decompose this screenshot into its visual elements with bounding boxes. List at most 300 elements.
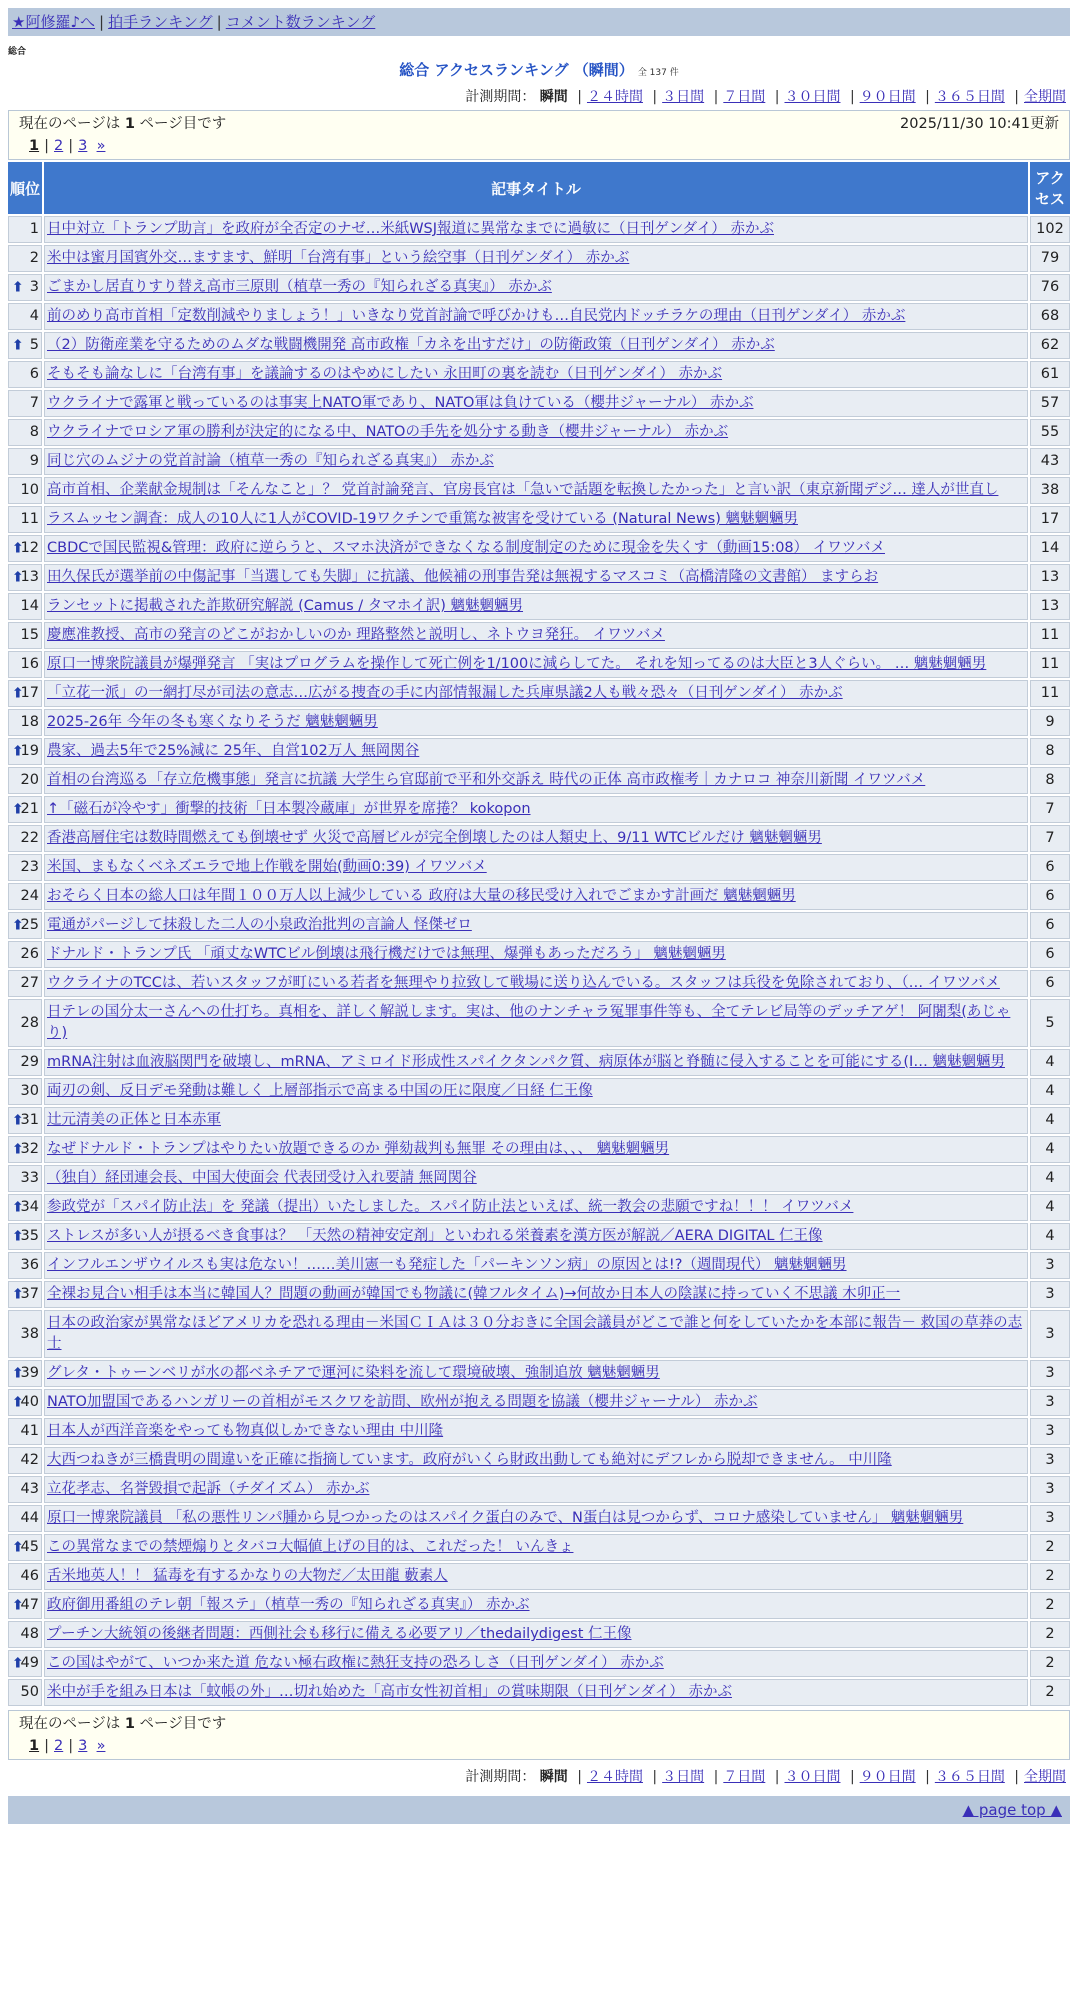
rank-cell — [8, 535, 42, 562]
rank-number: 41 — [20, 1423, 39, 1439]
rank-cell — [8, 1360, 42, 1387]
rank-number: 47 — [20, 1597, 39, 1613]
rank-cell — [8, 506, 42, 533]
period-7d-link[interactable]: ７日間 — [723, 89, 766, 105]
rank-cell — [8, 1165, 42, 1192]
footer-bar — [8, 1796, 1070, 1824]
period-30d-link[interactable]: ３０日間 — [784, 1769, 841, 1785]
access-count: 6 — [1030, 912, 1070, 939]
title-cell — [44, 506, 1028, 533]
table-row — [8, 1476, 1070, 1503]
access-count: 9 — [1030, 709, 1070, 736]
rank-number: 30 — [20, 1083, 39, 1099]
title-cell — [44, 1165, 1028, 1192]
access-count: 3 — [1030, 1447, 1070, 1474]
access-count: 5 — [1030, 999, 1070, 1047]
pagination: 1 | 2 | 3 » — [29, 138, 106, 154]
rank-number: 12 — [20, 540, 39, 556]
access-count: 14 — [1030, 535, 1070, 562]
rank-number: 22 — [20, 830, 39, 846]
rank-cell — [8, 448, 42, 475]
period-all-link[interactable]: 全期間 — [1024, 1769, 1066, 1785]
next-page-link[interactable]: » — [96, 1738, 106, 1754]
page-info-top — [8, 110, 1070, 160]
rank-cell — [8, 854, 42, 881]
up-arrow-icon: ⬆ — [12, 1365, 24, 1381]
article-title-link[interactable]: 前のめり高市首相「定数削減やりましょう！」いきなり党首討論で呼びかけも…自民党内ドッチラケの理由（日刊ゲンダイ） 赤かぶ — [47, 308, 906, 324]
article-title-link[interactable]: 日本の政治家が異常なほどアメリカを恐れる理由－米国ＣＩＡは３０分おきに全国会議員がどこで誰と何をしていたかを本部に報告－ 救国の草莽の志士 — [47, 1315, 1023, 1352]
up-arrow-icon: ⬆ — [12, 540, 24, 556]
rank-number: 6 — [29, 366, 39, 382]
article-title-link[interactable]: NATO加盟国であるハンガリーの首相がモスクワを訪問、欧州が抱える問題を協議（櫻井ジャーナル） 赤かぶ — [47, 1394, 758, 1410]
table-row — [8, 1447, 1070, 1474]
access-count: 3 — [1030, 1476, 1070, 1503]
access-count: 17 — [1030, 506, 1070, 533]
rank-number: 35 — [20, 1228, 39, 1244]
title-cell — [44, 796, 1028, 823]
rank-number: 14 — [20, 598, 39, 614]
period-current: 瞬間 — [539, 1769, 568, 1785]
table-row — [8, 361, 1070, 388]
table-row — [8, 1107, 1070, 1134]
table-row — [8, 1078, 1070, 1105]
access-count: 3 — [1030, 1252, 1070, 1279]
table-row — [8, 1389, 1070, 1416]
access-count: 3 — [1030, 1310, 1070, 1358]
period-90d-link[interactable]: ９０日間 — [859, 1769, 916, 1785]
title-cell — [44, 1505, 1028, 1532]
rank-cell — [8, 303, 42, 330]
article-title-link[interactable]: 原口一博衆院議員 「私の悪性リンパ腫から見つかったのはスパイク蛋白のみで、N蛋白は見つからず、コロナ感染していません」 魑魅魍魎男 — [47, 1510, 964, 1526]
article-title-link[interactable]: この国はやがて、いつか来た道 危ない極右政権に熱狂支持の恐ろしさ（日刊ゲンダイ） 赤かぶ — [47, 1655, 664, 1671]
rank-cell — [8, 1679, 42, 1706]
rank-header: 順位 — [8, 162, 42, 214]
table-row — [8, 651, 1070, 678]
title-cell — [44, 1223, 1028, 1250]
article-title-link[interactable]: ごまかし居直りすり替え高市三原則（植草一秀の『知られざる真実』） 赤かぶ — [47, 279, 552, 295]
rank-cell — [8, 1592, 42, 1619]
rank-number: 10 — [20, 482, 39, 498]
title-cell — [44, 912, 1028, 939]
rank-cell — [8, 622, 42, 649]
table-row — [8, 390, 1070, 417]
article-title-link[interactable]: この異常なまでの禁煙煽りとタバコ大幅値上げの目的は、これだった！ いんきょ — [47, 1539, 574, 1555]
access-count: 3 — [1030, 1281, 1070, 1308]
rank-cell — [8, 274, 42, 301]
table-row — [8, 448, 1070, 475]
rank-number: 32 — [20, 1141, 39, 1157]
period-365d-link[interactable]: ３６５日間 — [934, 89, 1005, 105]
updated-timestamp: 2025/11/30 10:41更新 — [900, 116, 1059, 132]
table-row — [8, 216, 1070, 243]
rank-number: 15 — [20, 627, 39, 643]
title-cell — [44, 738, 1028, 765]
access-count: 7 — [1030, 825, 1070, 852]
title-cell — [44, 535, 1028, 562]
up-arrow-icon: ⬆ — [12, 801, 24, 817]
rank-cell — [8, 796, 42, 823]
up-arrow-icon: ⬆ — [12, 1228, 24, 1244]
page-link-2[interactable]: 2 — [53, 1738, 64, 1754]
rank-cell — [8, 1476, 42, 1503]
access-count: 2 — [1030, 1563, 1070, 1590]
rank-cell — [8, 999, 42, 1047]
period-24h-link[interactable]: ２４時間 — [586, 89, 643, 105]
title-cell — [44, 1049, 1028, 1076]
up-arrow-icon: ⬆ — [12, 1199, 24, 1215]
table-row — [8, 1223, 1070, 1250]
rank-cell — [8, 1563, 42, 1590]
article-title-link[interactable]: ウクライナで露軍と戦っているのは事実上NATO軍であり、NATO軍は負けている（櫻井ジャーナル） 赤かぶ — [47, 395, 754, 411]
table-row — [8, 1534, 1070, 1561]
rank-cell — [8, 1281, 42, 1308]
access-count: 11 — [1030, 651, 1070, 678]
rank-cell — [8, 390, 42, 417]
article-title-link[interactable]: （独自）経団連会長、中国大使面会 代表団受け入れ要請 無岡関谷 — [47, 1170, 477, 1186]
access-count: 6 — [1030, 854, 1070, 881]
access-count: 38 — [1030, 477, 1070, 504]
rank-cell — [8, 593, 42, 620]
access-count: 4 — [1030, 1223, 1070, 1250]
access-header: アクセス — [1030, 162, 1070, 214]
up-arrow-icon: ⬆ — [12, 917, 24, 933]
table-row — [8, 854, 1070, 881]
rank-number: 46 — [20, 1568, 39, 1584]
title-cell — [44, 825, 1028, 852]
table-row — [8, 332, 1070, 359]
table-row — [8, 796, 1070, 823]
rank-cell — [8, 825, 42, 852]
access-count: 62 — [1030, 332, 1070, 359]
rank-cell — [8, 1418, 42, 1445]
category-label: 総合 — [8, 47, 27, 57]
access-count: 4 — [1030, 1165, 1070, 1192]
page-title: 総合 アクセスランキング （瞬間） — [399, 61, 634, 79]
article-title-link[interactable]: グレタ・トゥーンベリが水の都ベネチアで運河に染料を流して環境破壊、強制追放 魑魅魍魎男 — [47, 1365, 660, 1381]
article-title-link[interactable]: 舌米地英人！！ 猛毒を有するかなりの大物だ／太田龍 藪素人 — [47, 1568, 448, 1584]
title-cell — [44, 680, 1028, 707]
rank-number: 38 — [20, 1325, 39, 1342]
page-link-2[interactable]: 2 — [53, 138, 64, 154]
rank-cell — [8, 1136, 42, 1163]
rank-number: 33 — [20, 1170, 39, 1186]
article-title-link[interactable]: 原口一博衆院議員が爆弾発言 「実はプログラムを操作して死亡例を1/100に減らしてた。 それを知ってるのは大臣と3人ぐらい。 … 魑魅魍魎男 — [47, 656, 987, 672]
article-title-link[interactable]: 米中が手を組み日本は「蚊帳の外」…切れ始めた「高市女性初首相」の賞味期限（日刊ゲンダイ） 赤かぶ — [47, 1684, 732, 1700]
nav-separator: | — [99, 13, 105, 31]
up-arrow-icon: ⬆ — [12, 1141, 24, 1157]
article-title-link[interactable]: 慶應准教授、高市の発言のどこがおかしいのか 理路整然と説明し、ネトウヨ発狂。 イワツバメ — [47, 627, 665, 643]
rank-cell — [8, 1447, 42, 1474]
period-365d-link[interactable]: ３６５日間 — [934, 1769, 1005, 1785]
access-count: 11 — [1030, 622, 1070, 649]
up-arrow-icon: ⬆ — [12, 1286, 24, 1302]
rank-number: 2 — [29, 250, 39, 266]
rank-number: 3 — [29, 279, 39, 295]
rank-number: 7 — [29, 395, 39, 411]
table-row — [8, 883, 1070, 910]
up-arrow-icon: ⬆ — [12, 1539, 24, 1555]
access-count: 102 — [1030, 216, 1070, 243]
period-24h-link[interactable]: ２４時間 — [586, 1769, 643, 1785]
title-cell — [44, 1078, 1028, 1105]
article-title-link[interactable]: 立花孝志、名誉毀損で起訴（チダイズム） 赤かぶ — [47, 1481, 370, 1497]
table-row — [8, 1252, 1070, 1279]
table-row — [8, 1679, 1070, 1706]
access-count: 61 — [1030, 361, 1070, 388]
article-title-link[interactable]: ラスムッセン調査：成人の10人に1人がCOVID-19ワクチンで重篤な被害を受けている (Natural News) 魑魅魍魎男 — [47, 511, 798, 527]
access-count: 2 — [1030, 1621, 1070, 1648]
period-3d-link[interactable]: ３日間 — [662, 89, 705, 105]
article-title-link[interactable]: 首相の台湾巡る「存立危機事態」発言に抗議 大学生ら官邸前で平和外交訴え 時代の正体 高市政権考｜カナロコ 神奈川新聞 イワツバメ — [47, 772, 926, 788]
up-arrow-icon: ⬆ — [12, 337, 24, 353]
access-count: 4 — [1030, 1078, 1070, 1105]
article-title-link[interactable]: ウクライナでロシア軍の勝利が決定的になる中、NATOの手先を処分する動き（櫻井ジャーナル） 赤かぶ — [47, 424, 729, 440]
title-cell — [44, 622, 1028, 649]
rank-number: 19 — [20, 743, 39, 759]
title-cell — [44, 854, 1028, 881]
access-count: 76 — [1030, 274, 1070, 301]
article-title-link[interactable]: 高市首相、企業献金規制は「そんなこと」？ 党首討論発言、官房長官は「急いで話題を転換したかった」と言い訳（東京新聞デジ… 達人が世直し — [47, 482, 999, 498]
table-row — [8, 1165, 1070, 1192]
rank-number: 34 — [20, 1199, 39, 1215]
rank-cell — [8, 738, 42, 765]
table-row — [8, 1049, 1070, 1076]
rank-cell — [8, 216, 42, 243]
rank-cell — [8, 883, 42, 910]
access-count: 43 — [1030, 448, 1070, 475]
article-title-link[interactable]: 香港高層住宅は数時間燃えても倒壊せず 火災で高層ビルが完全倒壊したのは人類史上、9/11 WTCビルだけ 魑魅魍魎男 — [47, 830, 822, 846]
rank-number: 5 — [29, 337, 39, 353]
rank-number: 11 — [20, 511, 39, 527]
page-top-link[interactable]: ▲ page top ▲ — [962, 1801, 1062, 1819]
article-title-link[interactable]: 2025-26年 今年の冬も寒くなりそうだ 魑魅魍魎男 — [47, 714, 378, 730]
article-title-link[interactable]: なぜドナルド・トランプはやりたい放題できるのか 弾劾裁判も無罪 その理由は、、、 魑魅魍魎男 — [47, 1141, 670, 1157]
next-page-link[interactable]: » — [96, 138, 106, 154]
access-count: 6 — [1030, 970, 1070, 997]
table-row — [8, 622, 1070, 649]
up-arrow-icon: ⬆ — [12, 743, 24, 759]
access-count: 55 — [1030, 419, 1070, 446]
rank-cell — [8, 651, 42, 678]
title-cell — [44, 1534, 1028, 1561]
access-count: 68 — [1030, 303, 1070, 330]
period-label: 計測期間： — [465, 1769, 536, 1785]
rank-cell — [8, 1223, 42, 1250]
ranking-rows — [8, 216, 1070, 1706]
title-cell — [44, 245, 1028, 272]
article-title-link[interactable]: 政府御用番組のテレ朝「報ステ」（植草一秀の『知られざる真実』） 赤かぶ — [47, 1597, 530, 1613]
rank-cell — [8, 245, 42, 272]
rank-number: 25 — [20, 917, 39, 933]
article-title-link[interactable]: 米中は蜜月国賓外交…ますます、鮮明「台湾有事」という絵空事（日刊ゲンダイ） 赤かぶ — [47, 250, 630, 266]
table-row — [8, 941, 1070, 968]
article-title-link[interactable]: 辻元清美の正体と日本赤軍 — [47, 1112, 221, 1128]
page-current: 1 — [29, 1738, 40, 1754]
article-title-link[interactable]: （2）防衛産業を守るためのムダな戦闘機開発 高市政権「カネを出すだけ」の防衛政策（日刊ゲンダイ） 赤かぶ — [47, 337, 775, 353]
top-nav-bar — [8, 8, 1070, 36]
title-cell — [44, 448, 1028, 475]
title-cell — [44, 1281, 1028, 1308]
article-title-link[interactable]: プーチン大統領の後継者問題：西側社会も移行に備える必要アリ／thedailydigest 仁王像 — [47, 1626, 632, 1642]
access-count: 7 — [1030, 796, 1070, 823]
period-3d-link[interactable]: ３日間 — [662, 1769, 705, 1785]
page-info-bottom — [8, 1710, 1070, 1760]
article-title-link[interactable]: 大西つねきが三橋貴明の間違いを正確に指摘しています。政府がいくら財政出動しても絶対にデフレから脱却できません。 中川隆 — [47, 1452, 892, 1468]
period-label: 計測期間： — [465, 89, 536, 105]
title-cell — [44, 1418, 1028, 1445]
table-row — [8, 1418, 1070, 1445]
page-title-row — [0, 59, 1078, 80]
title-cell — [44, 1592, 1028, 1619]
up-arrow-icon: ⬆ — [12, 1597, 24, 1613]
title-cell — [44, 1650, 1028, 1677]
table-row — [8, 1505, 1070, 1532]
title-cell — [44, 709, 1028, 736]
title-cell — [44, 477, 1028, 504]
rank-cell — [8, 680, 42, 707]
table-row — [8, 825, 1070, 852]
article-title-link[interactable]: 農家、過去5年で25%減に 25年、自営102万人 無岡関谷 — [47, 743, 420, 759]
table-row — [8, 274, 1070, 301]
title-header: 記事タイトル — [44, 162, 1028, 214]
article-title-link[interactable]: 日テレの国分太一さんへの仕打ち。真相を、詳しく解説します。実は、他のナンチャラ冤罪事件等も、全てテレビ局等のデッチアゲ！ 阿闍梨(あじゃり) — [47, 1004, 1011, 1041]
title-cell — [44, 1476, 1028, 1503]
rank-cell — [8, 361, 42, 388]
rank-cell — [8, 1049, 42, 1076]
title-cell — [44, 651, 1028, 678]
rank-number: 39 — [20, 1365, 39, 1381]
article-title-link[interactable]: ランセットに掲載された詐欺研究解説 (Camus / タマホイ訳) 魑魅魍魎男 — [47, 598, 524, 614]
comment-ranking-link[interactable]: コメント数ランキング — [225, 13, 376, 31]
article-title-link[interactable]: 電通がパージして抹殺した二人の小泉政治批判の言論人 怪傑ゼロ — [47, 917, 472, 933]
access-count: 2 — [1030, 1679, 1070, 1706]
table-row — [8, 738, 1070, 765]
access-count: 3 — [1030, 1389, 1070, 1416]
rank-number: 8 — [29, 424, 39, 440]
article-title-link[interactable]: ↑「磁石が冷やす」衝撃的技術「日本製冷蔵庫」が世界を席捲？ kokopon — [47, 801, 531, 817]
rank-number: 43 — [20, 1481, 39, 1497]
article-title-link[interactable]: 両刃の剣、反日デモ発動は難しく 上層部指示で高まる中国の圧に限度／日経 仁王像 — [47, 1083, 593, 1099]
article-title-link[interactable]: 米国、まもなくベネズエラで地上作戦を開始(動画0:39) イワツバメ — [47, 859, 487, 875]
rank-cell — [8, 1650, 42, 1677]
title-cell — [44, 593, 1028, 620]
rank-number: 13 — [20, 569, 39, 585]
rank-number: 4 — [29, 308, 39, 324]
rank-cell — [8, 1534, 42, 1561]
title-cell — [44, 303, 1028, 330]
period-90d-link[interactable]: ９０日間 — [859, 89, 916, 105]
page-link-3[interactable]: 3 — [78, 138, 88, 154]
article-title-link[interactable]: CBDCで国民監視&管理：政府に逆らうと、スマホ決済ができなくなる制度制定のために現金を失くす（動画15:08） イワツバメ — [47, 540, 885, 556]
title-cell — [44, 1389, 1028, 1416]
article-title-link[interactable]: 全裸お見合い相手は本当に韓国人？問題の動画が韓国でも物議に(韓フルタイム)→何故か日本人の陰謀に持っていく不思議 木卯正一 — [47, 1286, 901, 1302]
title-cell — [44, 216, 1028, 243]
rank-cell — [8, 332, 42, 359]
title-cell — [44, 1107, 1028, 1134]
rank-cell — [8, 970, 42, 997]
title-cell — [44, 332, 1028, 359]
article-title-link[interactable]: おそらく日本の総人口は年間１００万人以上減少している 政府は大量の移民受け入れでごまかす計画だ 魑魅魍魎男 — [47, 888, 796, 904]
table-row — [8, 477, 1070, 504]
rank-number: 50 — [20, 1684, 39, 1700]
table-row — [8, 709, 1070, 736]
period-selector-bottom: 計測期間： 瞬間 | ２４時間 | ３日間 | ７日間 | ３０日間 | ９０日間 | ３６５日間 | 全期間 — [465, 1769, 1066, 1785]
article-title-link[interactable]: 同じ穴のムジナの党首討論（植草一秀の『知られざる真実』） 赤かぶ — [47, 453, 494, 469]
rank-number: 9 — [29, 453, 39, 469]
page-link-3[interactable]: 3 — [78, 1738, 88, 1754]
article-title-link[interactable]: 参政党が「スパイ防止法」を 発議（提出）いたしました。スパイ防止法といえば、統一教会の悲願ですね！！！ イワツバメ — [47, 1199, 854, 1215]
title-cell — [44, 1136, 1028, 1163]
article-title-link[interactable]: 日本人が西洋音楽をやっても物真似しかできない理由 中川隆 — [47, 1423, 444, 1439]
table-row — [8, 245, 1070, 272]
up-arrow-icon: ⬆ — [12, 569, 24, 585]
access-count: 4 — [1030, 1194, 1070, 1221]
article-title-link[interactable]: ストレスが多い人が摂るべき食事は？ 「天然の精神安定剤」といわれる栄養素を漢方医が解説／AERA DIGITAL 仁王像 — [47, 1228, 823, 1244]
period-30d-link[interactable]: ３０日間 — [784, 89, 841, 105]
rank-cell — [8, 767, 42, 794]
article-title-link[interactable]: 日中対立「トランプ助言」を政府が全否定のナゼ…米紙WSJ報道に異常なまでに過敏に（日刊ゲンダイ） 赤かぶ — [47, 221, 774, 237]
table-row — [8, 1621, 1070, 1648]
clap-ranking-link[interactable]: 拍手ランキング — [108, 13, 213, 31]
access-count: 57 — [1030, 390, 1070, 417]
title-cell — [44, 1310, 1028, 1358]
table-row — [8, 1650, 1070, 1677]
rank-cell — [8, 709, 42, 736]
article-title-link[interactable]: ウクライナのTCCは、若いスタッフが町にいる若者を無理やり拉致して戦場に送り込んでいる。スタッフは兵役を免除されており、（… イワツバメ — [47, 975, 1000, 991]
access-count: 6 — [1030, 883, 1070, 910]
title-cell — [44, 767, 1028, 794]
article-title-link[interactable]: インフルエンザウイルスも実は危ない！……美川憲一も発症した「パーキンソン病」の原因とは!?（週間現代） 魑魅魍魎男 — [47, 1257, 847, 1273]
access-count: 4 — [1030, 1049, 1070, 1076]
rank-number: 37 — [20, 1286, 39, 1302]
rank-number: 20 — [20, 772, 39, 788]
rank-cell — [8, 564, 42, 591]
article-title-link[interactable]: mRNA注射は血液脳関門を破壊し、mRNA、アミロイド形成性スパイクタンパク質、病原体が脳と脊髄に侵入することを可能にする(I… 魑魅魍魎男 — [47, 1054, 1005, 1070]
rank-number: 42 — [20, 1452, 39, 1468]
rank-number: 21 — [20, 801, 39, 817]
rank-number: 29 — [20, 1054, 39, 1070]
up-arrow-icon: ⬆ — [12, 1394, 24, 1410]
table-row — [8, 1310, 1070, 1358]
access-count: 3 — [1030, 1418, 1070, 1445]
rank-cell — [8, 1252, 42, 1279]
article-title-link[interactable]: そもそも論なしに「台湾有事」を議論するのはやめにしたい 永田町の裏を読む（日刊ゲンダイ） 赤かぶ — [47, 366, 723, 382]
rank-cell — [8, 1389, 42, 1416]
up-arrow-icon: ⬆ — [12, 279, 24, 295]
table-row — [8, 970, 1070, 997]
access-count: 13 — [1030, 564, 1070, 591]
table-row — [8, 767, 1070, 794]
period-7d-link[interactable]: ７日間 — [723, 1769, 766, 1785]
article-title-link[interactable]: ドナルド・トランプ氏 「頑丈なWTCビル倒壊は飛行機だけでは無理、爆弾もあっただろう」 魑魅魍魎男 — [47, 946, 726, 962]
period-all-link[interactable]: 全期間 — [1024, 89, 1066, 105]
home-link[interactable]: ★阿修羅♪へ — [12, 13, 96, 31]
up-arrow-icon: ⬆ — [12, 1655, 24, 1671]
article-title-link[interactable]: 「立花一派」の一網打尽が司法の意志…広がる捜査の手に内部情報漏した兵庫県議2人も戦々恐々（日刊ゲンダイ） 赤かぶ — [47, 685, 843, 701]
table-row — [8, 506, 1070, 533]
table-row — [8, 912, 1070, 939]
pagination: 1 | 2 | 3 » — [29, 1738, 106, 1754]
table-row — [8, 1563, 1070, 1590]
rank-number: 16 — [20, 656, 39, 672]
rank-number: 40 — [20, 1394, 39, 1410]
article-title-link[interactable]: 田久保氏が選挙前の中傷記事「当選しても失脚」に抗議、他候補の刑事告発は無視するマスコミ（高橋清隆の文書館） ますらお — [47, 569, 879, 585]
rank-number: 24 — [20, 888, 39, 904]
title-cell — [44, 274, 1028, 301]
table-row — [8, 1136, 1070, 1163]
access-count: 8 — [1030, 767, 1070, 794]
rank-cell — [8, 912, 42, 939]
